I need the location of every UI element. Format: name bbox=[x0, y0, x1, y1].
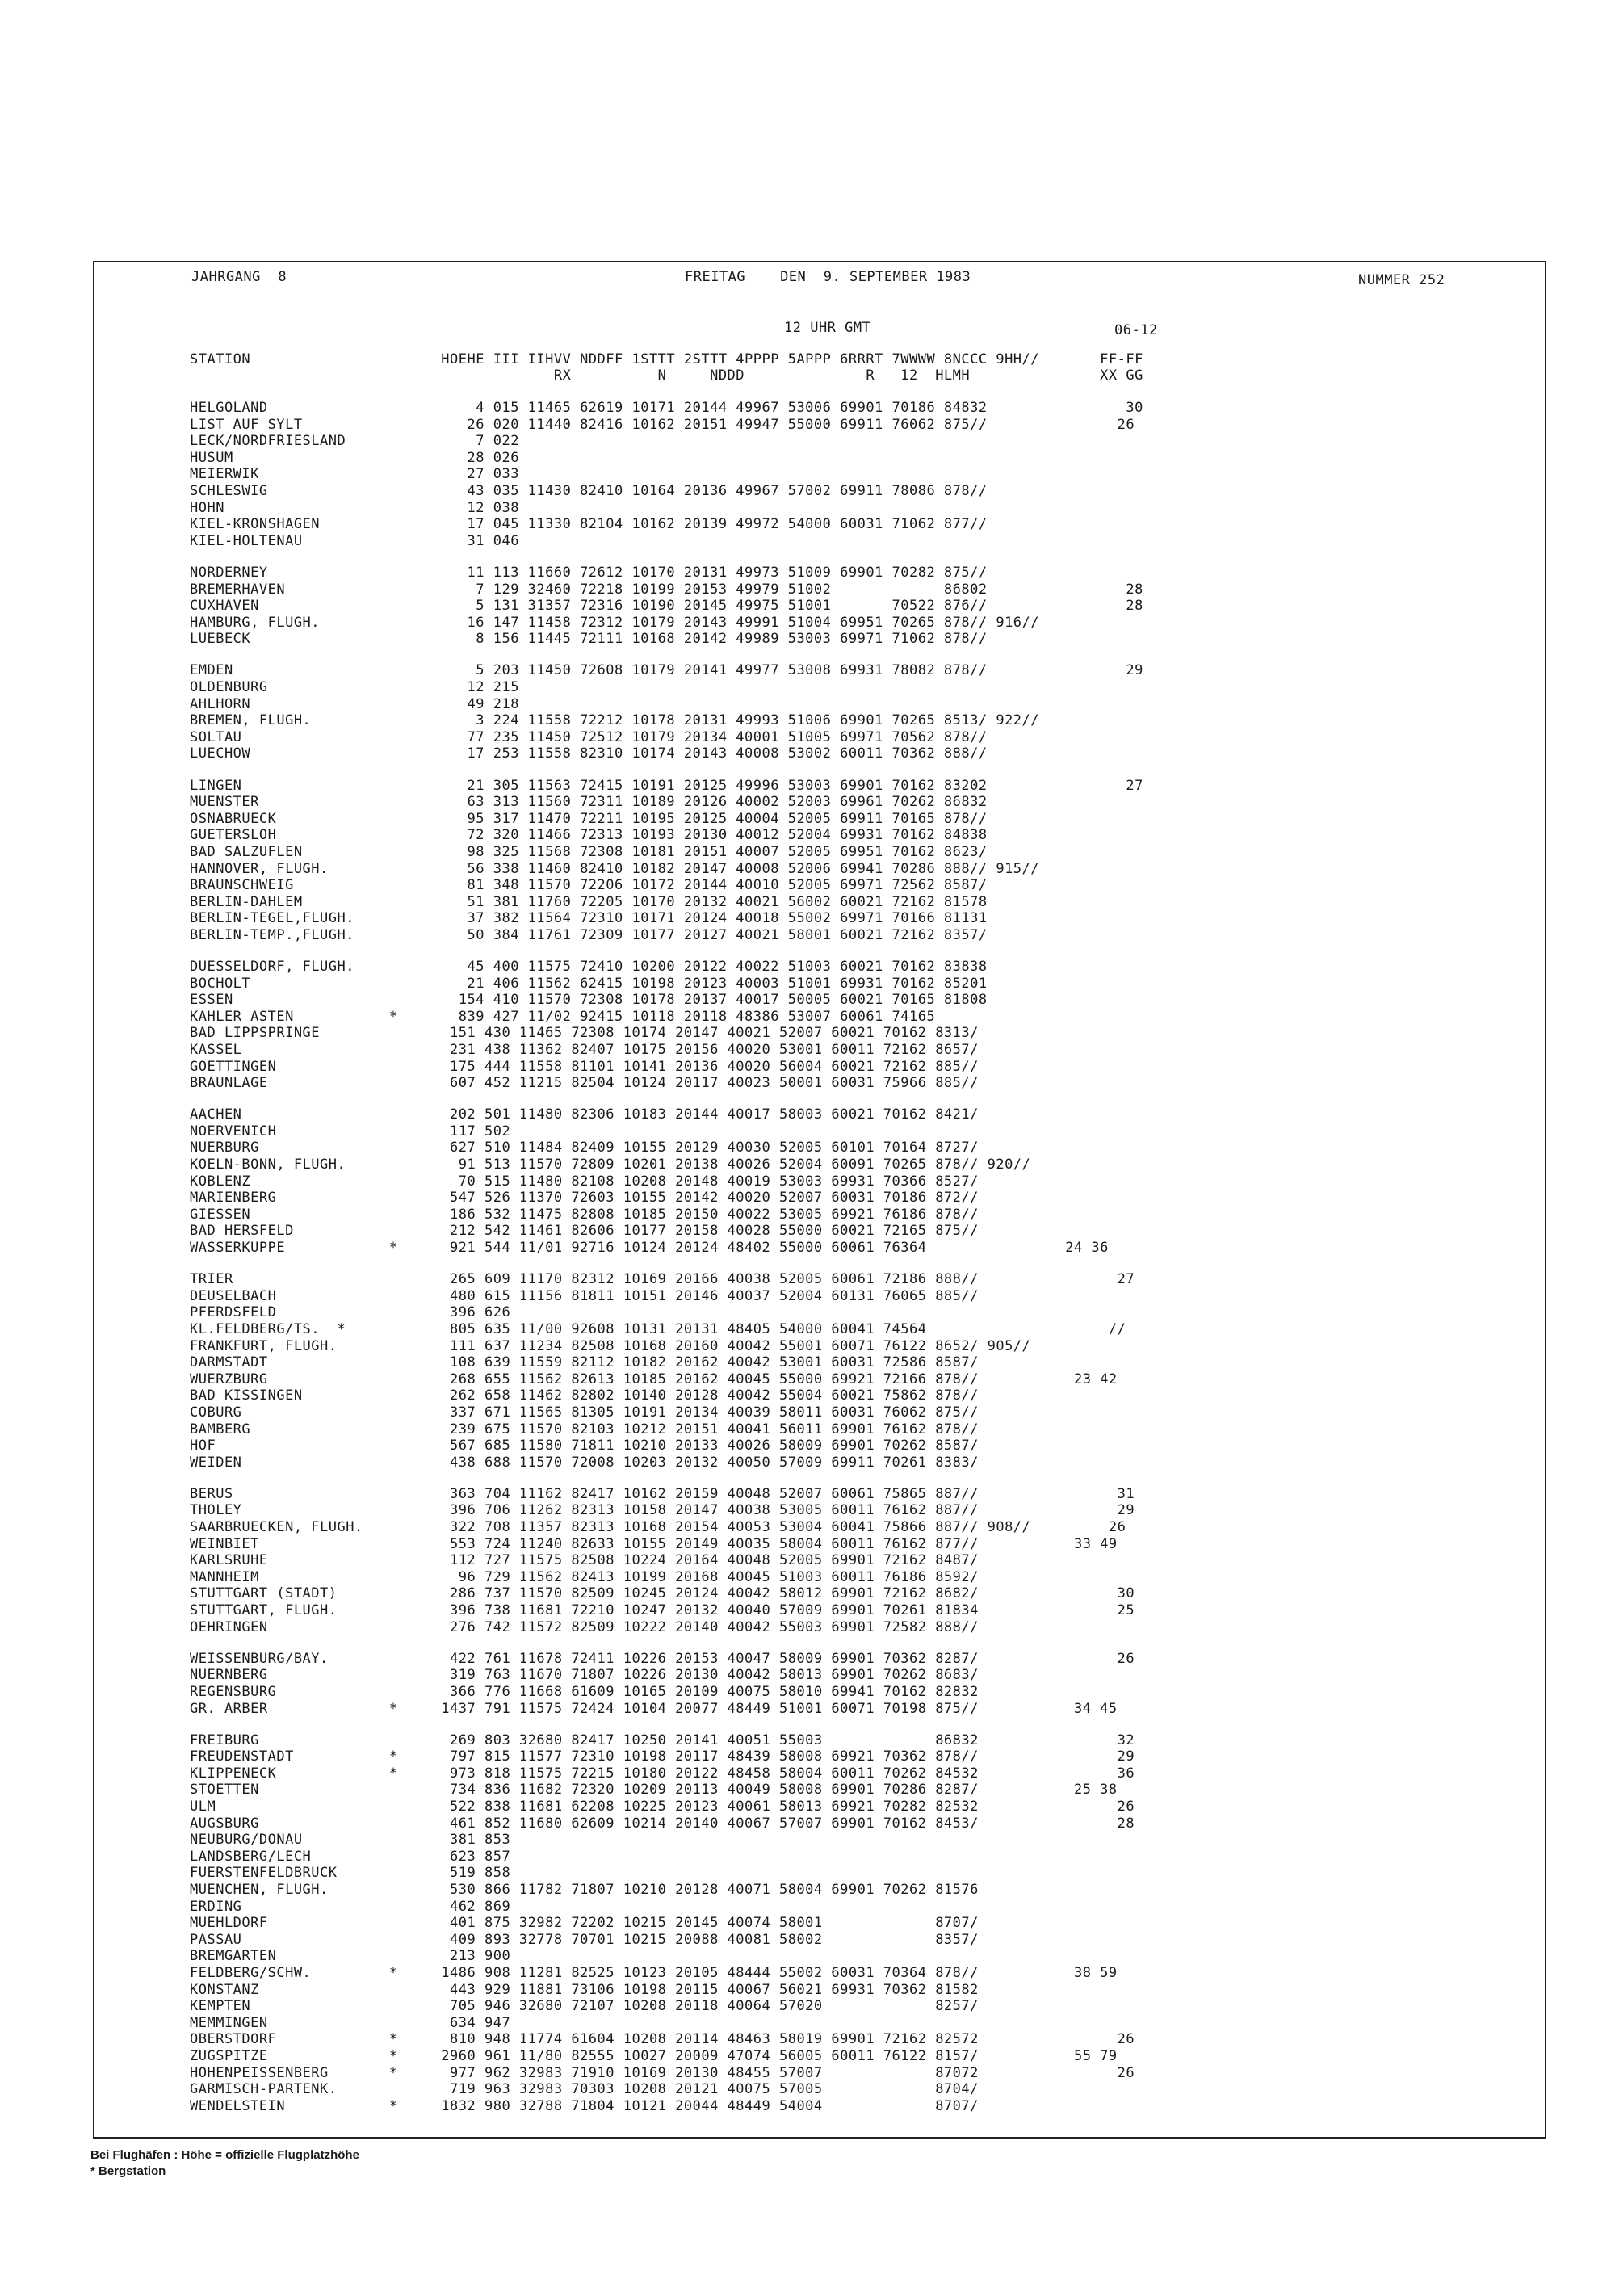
station-row: AACHEN 202 501 11480 82306 10183 20144 40017 58003 60021 70162 8421/ bbox=[190, 1106, 979, 1123]
station-row: SAARBRUECKEN, FLUGH. 322 708 11357 82313 10168 20154 40053 53004 60041 75866 887// 908// 26 bbox=[190, 1519, 1126, 1535]
station-row: MUEHLDORF 401 875 32982 72202 10215 20145 40074 58001 8707/ bbox=[190, 1915, 979, 1931]
station-row: KAHLER ASTEN * 839 427 11/02 92415 10118 20118 48386 53007 60061 74165 bbox=[190, 1009, 936, 1025]
station-row: KOBLENZ 70 515 11480 82108 10208 20148 40019 53003 69931 70366 8527/ bbox=[190, 1173, 979, 1190]
station-row: BAD HERSFELD 212 542 11461 82606 10177 20158 40028 55000 60021 72165 875// bbox=[190, 1223, 979, 1239]
station-row: BOCHOLT 21 406 11562 62415 10198 20123 40003 51001 69931 70162 85201 bbox=[190, 976, 988, 992]
station-row: DUESSELDORF, FLUGH. 45 400 11575 72410 10200 20122 40022 51003 60021 70162 83838 bbox=[190, 959, 988, 975]
station-row: FREUDENSTADT * 797 815 11577 72310 10198 20117 48439 58008 69921 70362 878// 29 bbox=[190, 1748, 1135, 1765]
station-row: BERLIN-DAHLEM 51 381 11760 72205 10170 20132 40021 56002 60021 72162 81578 bbox=[190, 894, 988, 910]
station-row: FELDBERG/SCHW. * 1486 908 11281 82525 10123 20105 48444 55002 60031 70364 878// 38 59 bbox=[190, 1965, 1118, 1981]
station-row: GUETERSLOH 72 320 11466 72313 10193 20130 40012 52004 69931 70162 84838 bbox=[190, 827, 988, 843]
station-row: KL.FELDBERG/TS. * 805 635 11/00 92608 10131 20131 48405 54000 60041 74564 // bbox=[190, 1321, 1126, 1337]
station-row: THOLEY 396 706 11262 82313 10158 20147 40038 53005 60011 76162 887// 29 bbox=[190, 1502, 1135, 1518]
station-row: EMDEN 5 203 11450 72608 10179 20141 49977 53008 69931 78082 878// 29 bbox=[190, 662, 1143, 678]
station-row: KIEL-KRONSHAGEN 17 045 11330 82104 10162 20139 49972 54000 60031 71062 877// bbox=[190, 516, 988, 532]
station-row: WASSERKUPPE * 921 544 11/01 92716 10124 20124 48402 55000 60061 76364 24 36 bbox=[190, 1240, 1109, 1256]
station-row: LUECHOW 17 253 11558 82310 10174 20143 40008 53002 60011 70362 888// bbox=[190, 745, 988, 762]
station-row: FRANKFURT, FLUGH. 111 637 11234 82508 10168 20160 40042 55001 60071 76122 8652/ 905// bbox=[190, 1338, 1031, 1354]
station-row: BRAUNLAGE 607 452 11215 82504 10124 20117 40023 50001 60031 75966 885// bbox=[190, 1075, 979, 1091]
observation-time: 12 UHR GMT bbox=[784, 320, 871, 336]
station-row: BAD SALZUFLEN 98 325 11568 72308 10181 20151 40007 52005 69951 70162 8623/ bbox=[190, 844, 988, 860]
station-row: LUEBECK 8 156 11445 72111 10168 20142 49989 53003 69971 71062 878// bbox=[190, 631, 988, 647]
station-row: HOHENPEISSENBERG * 977 962 32983 71910 10169 20130 48455 57007 87072 26 bbox=[190, 2065, 1135, 2081]
station-row: BREMERHAVEN 7 129 32460 72218 10199 20153 49979 51002 86802 28 bbox=[190, 581, 1143, 598]
station-row: ULM 522 838 11681 62208 10225 20123 40061 58013 69921 70282 82532 26 bbox=[190, 1799, 1135, 1815]
station-row: BAD KISSINGEN 262 658 11462 82802 10140 20128 40042 55004 60021 75862 878// bbox=[190, 1387, 979, 1404]
issue-number: NUMMER 252 bbox=[1358, 272, 1445, 288]
station-row: DARMSTADT 108 639 11559 82112 10182 20162 40042 53001 60031 72586 8587/ bbox=[190, 1354, 979, 1370]
issue-date: FREITAG DEN 9. SEPTEMBER 1983 bbox=[685, 269, 971, 285]
station-row: HOHN 12 038 bbox=[190, 500, 519, 516]
station-row: COBURG 337 671 11565 81305 10191 20134 40039 58011 60031 76062 875// bbox=[190, 1404, 979, 1421]
station-row: BRAUNSCHWEIG 81 348 11570 72206 10172 20144 40010 52005 69971 72562 8587/ bbox=[190, 877, 988, 893]
column-header-line-2: RX N NDDD R 12 HLMH XX GG bbox=[190, 367, 1143, 384]
station-row: KLIPPENECK * 973 818 11575 72215 10180 20122 48458 58004 60011 70262 84532 36 bbox=[190, 1765, 1135, 1782]
jahrgang-label: JAHRGANG 8 bbox=[191, 269, 287, 285]
station-row: DEUSELBACH 480 615 11156 81811 10151 20146 40037 52004 60131 76065 885// bbox=[190, 1288, 979, 1304]
footnote-airport-height: Bei Flughäfen : Höhe = offizielle Flugplatzhöhe bbox=[90, 2148, 359, 2162]
station-row: WEINBIET 553 724 11240 82633 10155 20149 40035 58004 60011 76162 877// 33 49 bbox=[190, 1536, 1118, 1552]
station-row: PASSAU 409 893 32778 70701 10215 20088 40081 58002 8357/ bbox=[190, 1932, 979, 1948]
station-row: HOF 567 685 11580 71811 10210 20133 40026 58009 69901 70262 8587/ bbox=[190, 1438, 979, 1454]
station-row: BERLIN-TEGEL,FLUGH. 37 382 11564 72310 10171 20124 40018 55002 69971 70166 81131 bbox=[190, 910, 988, 926]
station-row: ERDING 462 869 bbox=[190, 1899, 511, 1915]
station-row: LECK/NORDFRIESLAND 7 022 bbox=[190, 433, 519, 449]
station-row: HANNOVER, FLUGH. 56 338 11460 82410 10182 20147 40008 52006 69941 70286 888// 915// bbox=[190, 861, 1040, 877]
station-row: WEISSENBURG/BAY. 422 761 11678 72411 10226 20153 40047 58009 69901 70362 8287/ 26 bbox=[190, 1651, 1135, 1667]
station-row: MANNHEIM 96 729 11562 82413 10199 20168 40045 51003 60011 76186 8592/ bbox=[190, 1569, 979, 1585]
station-row: LANDSBERG/LECH 623 857 bbox=[190, 1849, 511, 1865]
station-row: AHLHORN 49 218 bbox=[190, 696, 519, 712]
station-row: FUERSTENFELDBRUCK 519 858 bbox=[190, 1865, 511, 1881]
station-row: PFERDSFELD 396 626 bbox=[190, 1304, 511, 1320]
station-row: CUXHAVEN 5 131 31357 72316 10190 20145 49975 51001 70522 876// 28 bbox=[190, 598, 1143, 614]
station-row: STOETTEN 734 836 11682 72320 10209 20113 40049 58008 69901 70286 8287/ 25 38 bbox=[190, 1782, 1118, 1798]
station-row: KIEL-HOLTENAU 31 046 bbox=[190, 533, 519, 549]
station-row: STUTTGART (STADT) 286 737 11570 82509 10245 20124 40042 58012 69901 72162 8682/ 30 bbox=[190, 1585, 1135, 1601]
station-row: TRIER 265 609 11170 82312 10169 20166 40038 52005 60061 72186 888// 27 bbox=[190, 1271, 1135, 1287]
station-row: GOETTINGEN 175 444 11558 81101 10141 20136 40020 56004 60021 72162 885// bbox=[190, 1059, 979, 1075]
station-row: BAD LIPPSPRINGE 151 430 11465 72308 10174 20147 40021 52007 60021 70162 8313/ bbox=[190, 1025, 979, 1041]
station-row: WEIDEN 438 688 11570 72008 10203 20132 40050 57009 69911 70261 8383/ bbox=[190, 1454, 979, 1471]
station-row: NUERBURG 627 510 11484 82409 10155 20129 40030 52005 60101 70164 8727/ bbox=[190, 1140, 979, 1156]
station-row: OSNABRUECK 95 317 11470 72211 10195 20125 40004 52005 69911 70165 878// bbox=[190, 811, 988, 827]
station-row: BREMGARTEN 213 900 bbox=[190, 1948, 511, 1964]
station-row: KARLSRUHE 112 727 11575 82508 10224 20164 40048 52005 69901 72162 8487/ bbox=[190, 1552, 979, 1568]
station-row: WENDELSTEIN * 1832 980 32788 71804 10121 20044 48449 54004 8707/ bbox=[190, 2098, 979, 2114]
station-row: KASSEL 231 438 11362 82407 10175 20156 40020 53001 60011 72162 8657/ bbox=[190, 1042, 979, 1058]
station-row: NEUBURG/DONAU 381 853 bbox=[190, 1832, 511, 1848]
station-row: SCHLESWIG 43 035 11430 82410 10164 20136 49967 57002 69911 78086 878// bbox=[190, 483, 988, 499]
station-row: SOLTAU 77 235 11450 72512 10179 20134 40001 51005 69971 70562 878// bbox=[190, 729, 988, 745]
footnote-mountain-station: * Bergstation bbox=[90, 2164, 166, 2178]
station-row: FREIBURG 269 803 32680 82417 10250 20141 40051 55003 86832 32 bbox=[190, 1732, 1135, 1748]
gust-period: 06-12 bbox=[1114, 322, 1158, 338]
station-row: BAMBERG 239 675 11570 82103 10212 20151 40041 56011 69901 76162 878// bbox=[190, 1421, 979, 1438]
station-row: ESSEN 154 410 11570 72308 10178 20137 40017 50005 60021 70165 81808 bbox=[190, 992, 988, 1008]
station-row: MEIERWIK 27 033 bbox=[190, 466, 519, 482]
station-row: AUGSBURG 461 852 11680 62609 10214 20140 40067 57007 69901 70162 8453/ 28 bbox=[190, 1815, 1135, 1832]
station-row: HUSUM 28 026 bbox=[190, 450, 519, 466]
station-row: MARIENBERG 547 526 11370 72603 10155 20142 40020 52007 60031 70186 872// bbox=[190, 1190, 979, 1206]
station-row: LINGEN 21 305 11563 72415 10191 20125 49996 53003 69901 70162 83202 27 bbox=[190, 778, 1143, 794]
station-row: HELGOLAND 4 015 11465 62619 10171 20144 49967 53006 69901 70186 84832 30 bbox=[190, 400, 1143, 416]
station-row: NOERVENICH 117 502 bbox=[190, 1123, 511, 1140]
column-header-line-1: STATION HOEHE III IIHVV NDDFF 1STTT 2STTT 4PPPP 5APPP 6RRRT 7WWWW 8NCCC 9HH// FF-FF bbox=[190, 351, 1143, 367]
station-row: REGENSBURG 366 776 11668 61609 10165 20109 40075 58010 69941 70162 82832 bbox=[190, 1684, 979, 1700]
station-row: OLDENBURG 12 215 bbox=[190, 679, 519, 695]
station-row: MEMMINGEN 634 947 bbox=[190, 2015, 511, 2031]
station-row: WUERZBURG 268 655 11562 82613 10185 20162 40045 55000 69921 72166 878// 23 42 bbox=[190, 1371, 1118, 1387]
station-row: MUENSTER 63 313 11560 72311 10189 20126 40002 52003 69961 70262 86832 bbox=[190, 794, 988, 810]
station-row: OEHRINGEN 276 742 11572 82509 10222 20140 40042 55003 69901 72582 888// bbox=[190, 1619, 979, 1635]
station-row: GIESSEN 186 532 11475 82808 10185 20150 40022 53005 69921 76186 878// bbox=[190, 1207, 979, 1223]
station-row: KEMPTEN 705 946 32680 72107 10208 20118 40064 57020 8257/ bbox=[190, 1998, 979, 2014]
station-row: ZUGSPITZE * 2960 961 11/80 82555 10027 20009 47074 56005 60011 76122 8157/ 55 79 bbox=[190, 2048, 1118, 2064]
station-row: BERLIN-TEMP.,FLUGH. 50 384 11761 72309 10177 20127 40021 58001 60021 72162 8357/ bbox=[190, 927, 988, 943]
station-row: MUENCHEN, FLUGH. 530 866 11782 71807 10210 20128 40071 58004 69901 70262 81576 bbox=[190, 1882, 979, 1898]
station-row: GR. ARBER * 1437 791 11575 72424 10104 20077 48449 51001 60071 70198 875// 34 45 bbox=[190, 1701, 1118, 1717]
station-row: NUERNBERG 319 763 11670 71807 10226 20130 40042 58013 69901 70262 8683/ bbox=[190, 1667, 979, 1683]
station-row: KONSTANZ 443 929 11881 73106 10198 20115 40067 56021 69931 70362 81582 bbox=[190, 1982, 979, 1998]
station-row: BERUS 363 704 11162 82417 10162 20159 40048 52007 60061 75865 887// 31 bbox=[190, 1486, 1135, 1502]
station-row: STUTTGART, FLUGH. 396 738 11681 72210 10247 20132 40040 57009 69901 70261 81834 25 bbox=[190, 1602, 1135, 1618]
station-row: HAMBURG, FLUGH. 16 147 11458 72312 10179 20143 49991 51004 69951 70265 878// 916// bbox=[190, 615, 1040, 631]
station-row: LIST AUF SYLT 26 020 11440 82416 10162 20151 49947 55000 69911 76062 875// 26 bbox=[190, 417, 1135, 433]
station-row: NORDERNEY 11 113 11660 72612 10170 20131 49973 51009 69901 70282 875// bbox=[190, 565, 988, 581]
station-row: BREMEN, FLUGH. 3 224 11558 72212 10178 20131 49993 51006 69901 70265 8513/ 922// bbox=[190, 712, 1040, 728]
station-row: KOELN-BONN, FLUGH. 91 513 11570 72809 10201 20138 40026 52004 60091 70265 878// 920// bbox=[190, 1156, 1031, 1173]
station-row: GARMISCH-PARTENK. 719 963 32983 70303 10208 20121 40075 57005 8704/ bbox=[190, 2081, 979, 2097]
station-row: OBERSTDORF * 810 948 11774 61604 10208 20114 48463 58019 69901 72162 82572 26 bbox=[190, 2031, 1135, 2047]
